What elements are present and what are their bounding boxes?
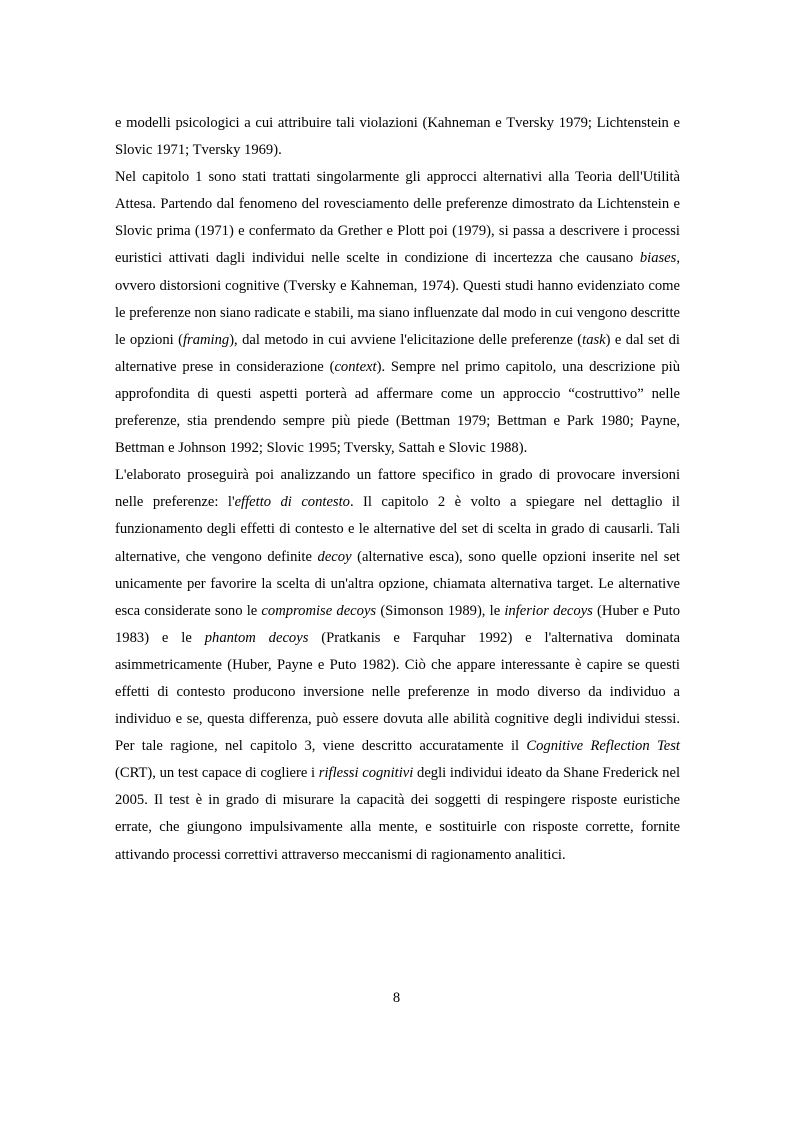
italic-term: decoy <box>317 548 352 565</box>
italic-term: biases <box>639 250 677 267</box>
italic-term: effetto di contesto <box>234 494 350 511</box>
italic-term: compromise decoys <box>261 602 377 619</box>
italic-term: inferior decoys <box>504 602 593 619</box>
italic-term: riflessi cognitivi <box>318 765 414 782</box>
text-run: (Simonson 1989), le <box>376 602 505 619</box>
italic-term: framing <box>182 331 230 348</box>
text-run: (Pratkanis e Farquhar 1992) e l'alternativa dominata asimmetricamente (Huber, Payne e Puto 1982). Ciò che appare interessante è capire se questi effetti di contesto producono inversione nelle preferenze in modo diverso da individuo a individuo e se, questa differenza, può essere dovuta alle abilità cognitive degli individui stessi. Per tale ragione, nel capitolo 3, viene descritto accuratamente il <box>115 629 680 755</box>
text-run: Nel capitolo 1 sono stati trattati singolarmente gli approcci alternativi alla Teoria dell'Utilità Attesa. Partendo dal fenomeno del rovesciamento delle preferenze dimostrato da Lichtenstein e Slovic prima (1971) e confermato da Grether e Plott poi (1979), si passa a descrivere i processi euristici attivati dagli individui nelle scelte in condizione di incertezza che causano <box>115 169 680 267</box>
text-run: degli individui ideato da Shane Frederick nel 2005. Il test è in grado di misurare la capacità dei soggetti di respingere risposte euristiche errate, che giungono impulsivamente alla mente, e sostituirle con risposte corrette, fornite attivando processi correttivi attraverso meccanismi di ragionamento analitici. <box>115 765 681 863</box>
text-run: ) e dal set di alternative prese in considerazione ( <box>115 331 680 375</box>
text-run: ), dal metodo in cui avviene l'elicitazione delle preferenze ( <box>229 331 583 348</box>
paragraph-2 <box>115 164 680 462</box>
text-run: , ovvero distorsioni cognitive (Tversky e Kahneman, 1974). Questi studi hanno evidenziato come le preferenze non siano radicate e stabili, ma siano influenzate dal modo in cui vengono descritte le opzioni ( <box>115 250 680 348</box>
italic-term: context <box>334 358 377 375</box>
text-run: (CRT), un test capace di cogliere i <box>115 765 319 782</box>
text-run: (alternative esca), sono quelle opzioni inserite nel set unicamente per favorire la scelta di un'altra opzione, chiamata alternativa target. Le alternative esca considerate sono le <box>115 548 680 619</box>
paragraph-1 <box>115 110 680 164</box>
italic-term: task <box>582 331 606 348</box>
page-number: 8 <box>392 990 401 1006</box>
paragraph-3 <box>115 462 680 868</box>
body-text <box>115 110 680 869</box>
text-run: . Il capitolo 2 è volto a spiegare nel dettaglio il funzionamento degli effetti di contesto e le alternative del set di scelta in grado di causarli. Tali alternative, che vengono definite <box>115 494 680 565</box>
text-run: e modelli psicologici a cui attribuire tali violazioni (Kahneman e Tversky 1979; Lichtenstein e Slovic 1971; Tversky 1969). <box>115 115 680 159</box>
text-run: (Huber e Puto 1983) e le <box>115 602 680 646</box>
text-run: ). Sempre nel primo capitolo, una descrizione più approfondita di questi aspetti porterà ad affermare come un approccio “costruttivo” nelle preferenze, stia prendendo sempre più piede (Bettman 1979; Bettman e Park 1980; Payne, Bettman e Johnson 1992; Slovic 1995; Tversky, Sattah e Slovic 1988). <box>115 358 680 457</box>
text-run: L'elaborato proseguirà poi analizzando un fattore specifico in grado di provocare inversioni nelle preferenze: l' <box>115 467 680 511</box>
italic-term: Cognitive Reflection Test <box>526 738 680 755</box>
italic-term: phantom decoys <box>204 629 309 646</box>
